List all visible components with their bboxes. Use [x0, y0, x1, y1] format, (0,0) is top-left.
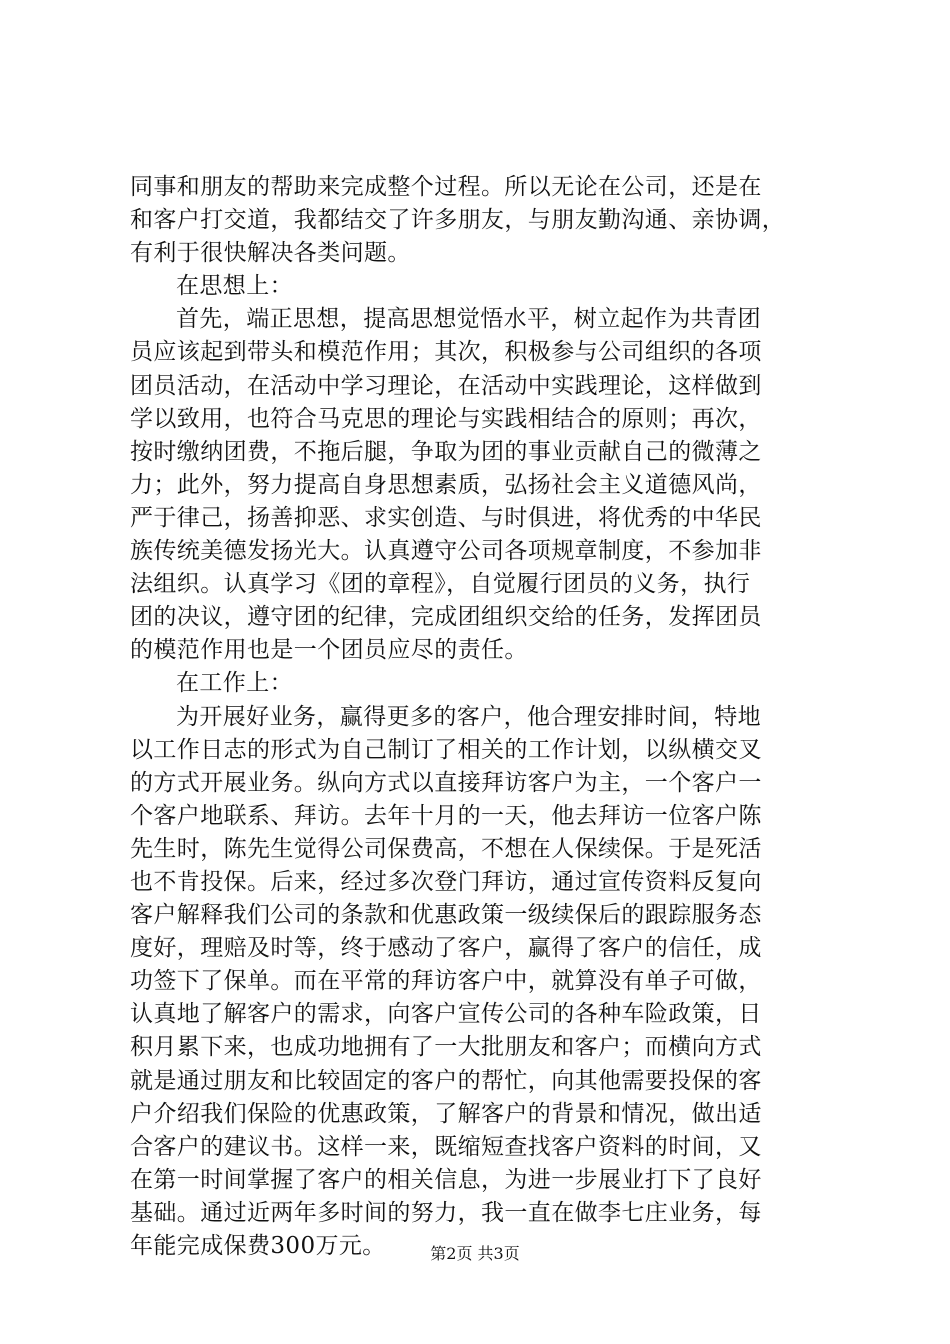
text-line: 先生时，陈先生觉得公司保费高，不想在人保续保。于是死活: [130, 835, 762, 862]
text-line: 在第一时间掌握了客户的相关信息，为进一步展业打下了良好: [130, 1166, 762, 1193]
text-line: 以工作日志的形式为自己制订了相关的工作计划，以纵横交叉: [130, 736, 762, 763]
section-heading-thought: 在思想上：: [176, 273, 293, 300]
text-line: 员应该起到带头和模范作用；其次，积极参与公司组织的各项: [130, 339, 762, 366]
text-line: 和客户打交道，我都结交了许多朋友，与朋友勤沟通、亲协调，: [130, 207, 786, 234]
text-line: 的方式开展业务。纵向方式以直接拜访客户为主，一个客户一: [130, 769, 762, 796]
text-line: 积月累下来，也成功地拥有了一大批朋友和客户；而横向方式: [130, 1034, 762, 1061]
text-line: 年能完成保费300万元。: [130, 1233, 386, 1259]
text-line: 就是通过朋友和比较固定的客户的帮忙，向其他需要投保的客: [130, 1067, 762, 1094]
text-line: 团的决议，遵守团的纪律，完成团组织交给的任务，发挥团员: [130, 604, 762, 631]
text-line: 也不肯投保。后来，经过多次登门拜访，通过宣传资料反复向: [130, 868, 762, 895]
document-body: [130, 171, 830, 1263]
text-line: 基础。通过近两年多时间的努力，我一直在做李七庄业务，每: [130, 1199, 762, 1226]
text-line: 度好，理赔及时等，终于感动了客户，赢得了客户的信任，成: [130, 935, 762, 962]
text-line: 户介绍我们保险的优惠政策，了解客户的背景和情况，做出适: [130, 1100, 762, 1127]
text-line: 族传统美德发扬光大。认真遵守公司各项规章制度，不参加非: [130, 538, 762, 565]
text-line: 客户解释我们公司的条款和优惠政策一级续保后的跟踪服务态: [130, 902, 762, 929]
text-line: 为开展好业务，赢得更多的客户，他合理安排时间，特地: [176, 703, 761, 730]
text-line: 合客户的建议书。这样一来，既缩短查找客户资料的时间，又: [130, 1133, 762, 1160]
text-line: 功签下了保单。而在平常的拜访客户中，就算没有单子可做，: [130, 968, 762, 995]
section-heading-work: 在工作上：: [176, 670, 293, 697]
text-line: 有利于很快解决各类问题。: [130, 240, 411, 267]
text-line: 同事和朋友的帮助来完成整个过程。所以无论在公司，还是在: [130, 174, 762, 200]
text-line: 按时缴纳团费，不拖后腿，争取为团的事业贡献自己的微薄之: [130, 438, 762, 465]
text-line: 个客户地联系、拜访。去年十月的一天，他去拜访一位客户陈: [130, 802, 762, 829]
text-line: 认真地了解客户的需求，向客户宣传公司的各种车险政策，日: [130, 1001, 762, 1028]
text-line: 的模范作用也是一个团员应尽的责任。: [130, 637, 528, 664]
text-line: 首先，端正思想，提高思想觉悟水平，树立起作为共青团: [176, 306, 761, 333]
text-line: 学以致用，也符合马克思的理论与实践相结合的原则；再次，: [130, 405, 762, 432]
text-line: 严于律己，扬善抑恶、求实创造、与时俱进，将优秀的中华民: [130, 504, 762, 531]
page-number-footer: 第2页 共3页: [430, 1244, 520, 1263]
text-line: 团员活动，在活动中学习理论，在活动中实践理论，这样做到: [130, 372, 762, 399]
text-line: 力；此外，努力提高自身思想素质，弘扬社会主义道德风尚，: [130, 471, 762, 498]
text-line: 法组织。认真学习《团的章程》，自觉履行团员的义务，执行: [130, 571, 751, 598]
